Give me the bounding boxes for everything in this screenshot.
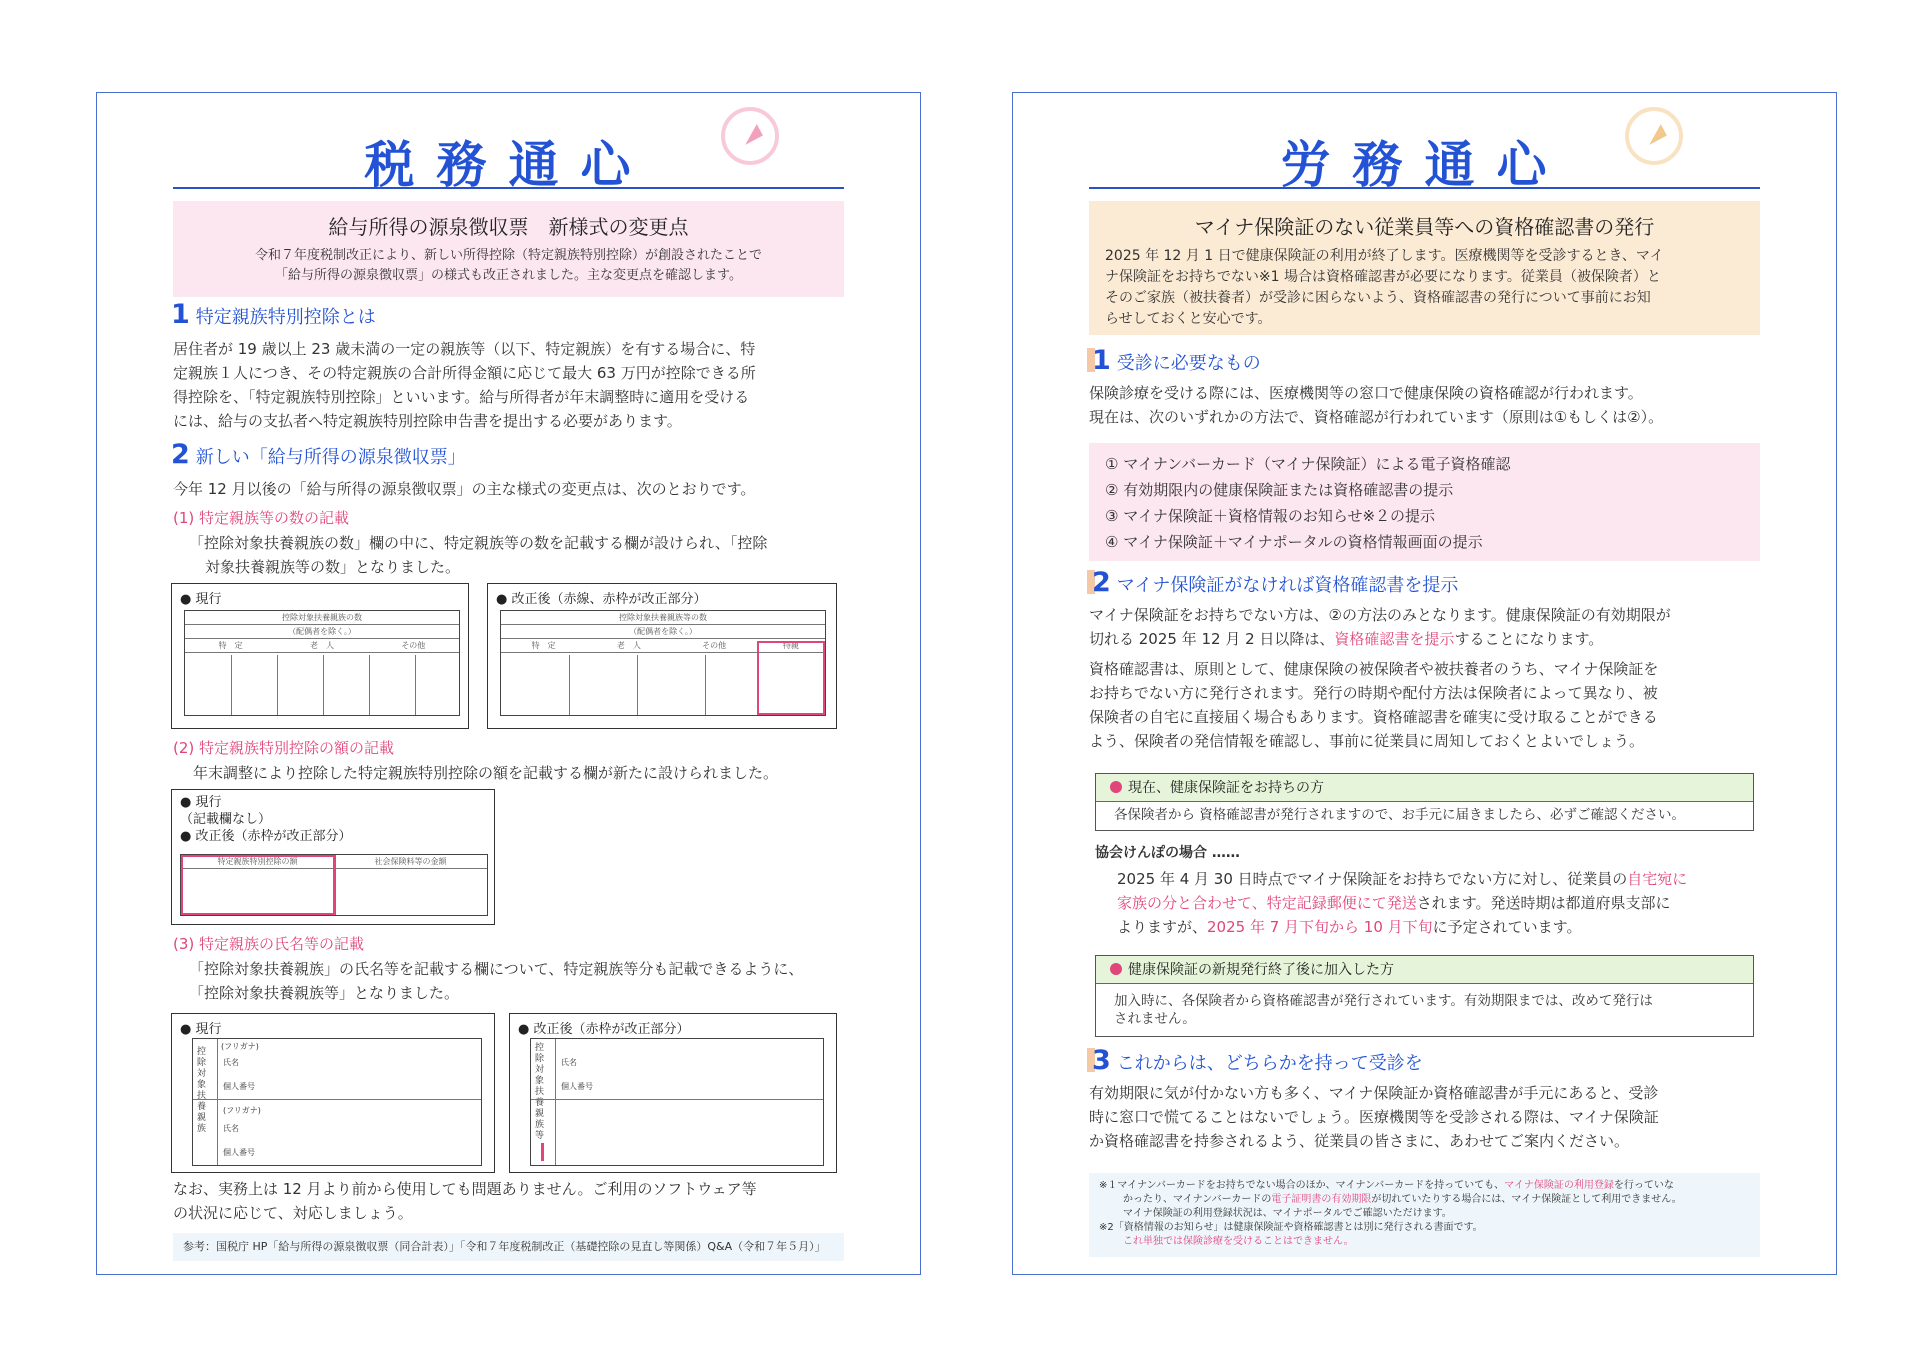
section-number: 2: [171, 439, 190, 470]
section-2-paragraph: [1089, 657, 1658, 753]
form-figure-3-revised: [509, 1013, 837, 1173]
banner-line: そのご家族（被扶養者）が受診に困らないよう、資格確認書の発行について事前にお知: [1105, 290, 1651, 306]
table-header: 控除対象扶養親族等の数: [501, 611, 825, 625]
form-table: [500, 610, 826, 716]
column-header: その他: [401, 641, 426, 650]
revised-highlight: [541, 1143, 544, 1161]
body-line: 現在は、次のいずれかの方法で、資格確認が行われています（原則は①もしくは②）。: [1089, 408, 1664, 426]
text-span: に予定されています。: [1432, 918, 1582, 936]
revised-highlight: [181, 855, 335, 915]
methods-list: [1089, 443, 1760, 561]
table-columns: [185, 639, 459, 653]
section-2-intro: 今年 12 月以後の「給与所得の源泉徴収票」の主な様式の変更点は、次のとおりです。: [173, 480, 756, 498]
section-heading-1: [1087, 345, 1261, 376]
banner-line: 「給与所得の源泉徴収票」の様式も改正されました。主な変更点を確認します。: [275, 268, 742, 283]
box-title: 現在、健康保険証をお持ちの方: [1128, 780, 1324, 796]
body-line: には、給与の支払者へ特定親族特別控除申告書を提出する必要があります。: [173, 412, 682, 430]
number-label: 個人番号: [223, 1148, 255, 1157]
form-figure-3-current: [171, 1013, 495, 1173]
intro-banner: [1089, 201, 1760, 335]
intro-banner: [173, 201, 844, 297]
figure-label: ● 改正後（赤線、赤枠が改正部分）: [496, 592, 707, 607]
text-span: を行っていな: [1613, 1180, 1674, 1191]
sub-3-body: [189, 957, 803, 1005]
number-label: 個人番号: [223, 1082, 255, 1091]
body-line: 保険診療を受ける際には、医療機関等の窓口で健康保険の資格確認が行われます。: [1089, 384, 1643, 402]
footnote-line: [1099, 1193, 1750, 1207]
section-title: 新しい「給与所得の源泉徴収票」: [195, 447, 466, 468]
body-line: お持ちでない方に発行されます。発行の時期や配付方法は保険者によって異なり、被: [1089, 684, 1658, 702]
body-line: なお、実務上は 12 月より前から使用しても問題ありません。ご利用のソフトウェア等: [173, 1180, 757, 1198]
highlight-text: 自宅宛に: [1627, 870, 1688, 888]
kyokai-body: [1117, 867, 1767, 939]
list-item: ③ マイナ保険証＋資格情報のお知らせ※２の提示: [1105, 507, 1436, 525]
column-header-new: 特親: [782, 641, 799, 650]
table-subheader: （配偶者を除く。）: [501, 625, 825, 639]
section-title: これからは、どちらかを持って受診を: [1116, 1053, 1423, 1074]
highlight-text: 家族の分と合わせて、特定記録郵便にて発送: [1117, 894, 1417, 912]
footnote-line: ※2「資格情報のお知らせ」は健康保険証や資格確認書とは別に発行される書面です。: [1099, 1222, 1483, 1233]
side-label: 控除対象扶養親族等: [535, 1043, 545, 1141]
paper-plane-icon: [1625, 107, 1683, 165]
footnotes: [1089, 1173, 1760, 1257]
section-title: 特定親族特別控除とは: [195, 307, 376, 328]
box-header: [1096, 774, 1753, 802]
figure-labels: [180, 794, 351, 845]
banner-title: マイナ保険証のない従業員等への資格確認書の発行: [1194, 215, 1655, 239]
banner-title: 給与所得の源泉徴収票 新様式の変更点: [328, 215, 689, 239]
body-line: 資格確認書は、原則として、健康保険の被保険者や被扶養者のうち、マイナ保険証を: [1089, 660, 1659, 678]
body-line: 対象扶養親族等の数」となりました。: [205, 558, 461, 576]
text-span: ※１マイナンバーカードをお持ちでない場合のほか、マイナンバーカードを持っていても、: [1099, 1180, 1505, 1191]
section-number: 3: [1092, 1045, 1111, 1076]
name-label: 氏名: [561, 1058, 577, 1067]
banner-line: 2025 年 12 月 1 日で健康保険証の利用が終了します。医療機関等を受診するとき、マイ: [1105, 248, 1664, 264]
form-table: [184, 610, 460, 716]
column-header: 特 定: [218, 641, 243, 650]
body-line: 加入時に、各保険者から資格確認書が発行されています。有効期限までは、改めて発行は: [1114, 993, 1653, 1009]
text-span: よりますが、: [1117, 918, 1208, 936]
footnote-line: これ単独では保険診療を受けることはできません。: [1123, 1236, 1354, 1247]
column-header: 特 定: [531, 641, 556, 650]
tax-newsletter-page: [96, 92, 921, 1275]
body-line: 「控除対象扶養親族の数」欄の中に、特定親族等の数を記載する欄が設けられ、「控除: [189, 534, 768, 552]
paper-plane-icon: [721, 107, 779, 165]
section-title: マイナ保険証がなければ資格確認書を提示: [1116, 575, 1459, 596]
info-box-current-holders: [1095, 773, 1754, 831]
body-line: よう、保険者の発信情報を確認し、事前に従業員に周知しておくとよいでしょう。: [1089, 732, 1645, 750]
body-line: か資格確認書を持参されるよう、従業員の皆さまに、あわせてご案内ください。: [1089, 1132, 1630, 1150]
highlight-text: 電子証明書の有効期限: [1271, 1194, 1372, 1205]
highlight-text: マイナ保険証の利用登録: [1504, 1180, 1614, 1191]
box-header: [1096, 956, 1753, 984]
text-span: 切れる 2025 年 12 月 2 日以降は、: [1089, 630, 1335, 648]
text-span: が切れていたりする場合には、マイナ保険証として利用できません。: [1371, 1194, 1682, 1205]
number-label: 個人番号: [561, 1082, 593, 1091]
body-line: [1089, 627, 1671, 651]
body-line: の状況に応じて、対応しましょう。: [173, 1204, 413, 1222]
column-header: 老 人: [309, 641, 334, 650]
subheading-1: (1) 特定親族等の数の記載: [173, 509, 350, 527]
figure-label: ● 現行: [180, 592, 222, 607]
body-line: 「控除対象扶養親族」の氏名等を記載する欄について、特定親族等分も記載できるように、: [189, 960, 804, 978]
figure-label: ● 改正後（赤枠が改正部分）: [518, 1022, 690, 1037]
info-box-new-enrollees: [1095, 955, 1754, 1037]
page-title: 労務通心: [1280, 136, 1569, 194]
name-label: 氏名: [223, 1124, 239, 1133]
body-line: 定親族１人につき、その特定親族の合計所得金額に応じて最大 63 万円が控除できる所: [173, 364, 756, 382]
list-item: ② 有効期限内の健康保険証または資格確認書の提示: [1105, 481, 1454, 499]
figure-label: ● 現行: [180, 795, 222, 810]
section-number: 1: [1092, 345, 1111, 376]
reference-note: 参考：国税庁 HP「給与所得の源泉徴収票（同合計表）」「令和７年度税制改正（基礎控除の見直し等関係）Q&A（令和７年５月）」: [173, 1233, 844, 1261]
table-header: 控除対象扶養親族の数: [185, 611, 459, 625]
section-2-body: [1089, 603, 1671, 651]
body-line: 得控除を、「特定親族特別控除」といいます。給与所得者が年末調整時に適用を受ける: [173, 388, 750, 406]
footnote-line: マイナ保険証の利用登録状況は、マイナポータルでご確認いただけます。: [1123, 1208, 1452, 1219]
section-heading-1: [171, 299, 376, 330]
section-heading-3: [1087, 1045, 1423, 1076]
figure-label: ● 現行: [180, 1022, 222, 1037]
page-title: 税務通心: [364, 136, 653, 194]
section-heading-2: [171, 439, 466, 470]
body-line: マイナ保険証をお持ちでない方は、②の方法のみとなります。健康保険証の有効期限が: [1089, 606, 1671, 624]
title-header: [173, 121, 844, 194]
form-figure-current: [171, 583, 469, 729]
body-line: 「控除対象扶養親族等」となりました。: [189, 984, 460, 1002]
text-span: することになります。: [1454, 630, 1604, 648]
body-line: [1117, 867, 1767, 891]
column-header: その他: [702, 641, 727, 650]
side-label: 控除対象扶養親族: [197, 1047, 207, 1134]
section-1-body: [1089, 381, 1663, 429]
list-item: ④ マイナ保険証＋マイナポータルの資格情報画面の提示: [1105, 533, 1483, 551]
banner-line: 令和７年度税制改正により、新しい所得控除（特定親族特別控除）が創設されたことで: [254, 248, 762, 263]
banner-line: らせしておくと安心です。: [1105, 311, 1272, 327]
sub-1-body: [189, 531, 767, 579]
labor-newsletter-page: [1012, 92, 1837, 1275]
kyokai-heading: 協会けんぽの場合 ……: [1095, 845, 1240, 861]
closing-text: [173, 1177, 757, 1225]
figure-label: ● 改正後（赤枠が改正部分）: [180, 829, 352, 844]
body-line: 有効期限に気が付かない方も多く、マイナ保険証か資格確認書が手元にあると、受診: [1089, 1084, 1659, 1102]
subheading-3: (3) 特定親族の氏名等の記載: [173, 935, 365, 953]
highlight-text: 2025 年 7 月下旬から 10 月下旬: [1207, 918, 1433, 936]
section-heading-2: [1087, 567, 1458, 598]
sub-2-body: 年末調整により控除した特定親族特別控除の額を記載する欄が新たに設けられました。: [193, 764, 779, 782]
subheading-2: (2) 特定親族特別控除の額の記載: [173, 739, 395, 757]
section-1-body: [173, 337, 873, 433]
form-table: [530, 1038, 824, 1166]
revised-highlight: [757, 641, 825, 715]
section-title: 受診に必要なもの: [1116, 353, 1261, 374]
title-header: [1089, 121, 1760, 194]
kana-label: (フリガナ): [223, 1106, 261, 1115]
form-table: [192, 1038, 482, 1166]
list-item: ① マイナンバーカード（マイナ保険証）による電子資格確認: [1105, 455, 1511, 473]
column-header: 社会保険料等の金額: [374, 857, 447, 866]
form-table: [180, 854, 488, 916]
column-header: 特定親族特別控除の額: [217, 857, 298, 866]
body-line: 保険者の自宅に直接届く場合もあります。資格確認書を確実に受け取ることができる: [1089, 708, 1658, 726]
section-number: 2: [1092, 567, 1111, 598]
box-body: [1096, 984, 1753, 1032]
kana-label: (フリガナ): [221, 1042, 259, 1051]
figure-note: （記載欄なし）: [180, 812, 272, 827]
body-line: [1117, 915, 1767, 939]
column-header: 老 人: [616, 641, 641, 650]
form-figure-revised: [487, 583, 837, 729]
banner-line: ナ保険証をお持ちでない※1 場合は資格確認書が必要になります。従業員（被保険者）と: [1105, 269, 1661, 285]
body-line: 居住者が 19 歳以上 23 歳未満の一定の親族等（以下、特定親族）を有する場合に、特: [173, 340, 756, 358]
body-line: [1117, 891, 1767, 915]
body-line: 時に窓口で慌てることはないでしょう。医療機関等を受診される際は、マイナ保険証: [1089, 1108, 1659, 1126]
section-3-body: [1089, 1081, 1659, 1153]
footnote-line: [1099, 1179, 1750, 1193]
table-subheader: （配偶者を除く。）: [185, 625, 459, 639]
section-number: 1: [171, 299, 190, 330]
box-body: 各保険者から 資格確認書が発行されますので、お手元に届きましたら、必ずご確認ください。: [1114, 807, 1686, 823]
box-title: 健康保険証の新規発行終了後に加入した方: [1128, 962, 1394, 978]
highlight-text: 資格確認書を提示: [1334, 630, 1455, 648]
text-span: かったり、マイナンバーカードの: [1123, 1194, 1272, 1205]
text-span: 2025 年 4 月 30 日時点でマイナ保険証をお持ちでない方に対し、従業員の: [1117, 870, 1628, 888]
form-figure-2: [171, 789, 495, 925]
body-line: されません。: [1114, 1011, 1196, 1027]
text-span: されます。発送時期は都道府県支部に: [1416, 894, 1671, 912]
name-label: 氏名: [223, 1058, 239, 1067]
